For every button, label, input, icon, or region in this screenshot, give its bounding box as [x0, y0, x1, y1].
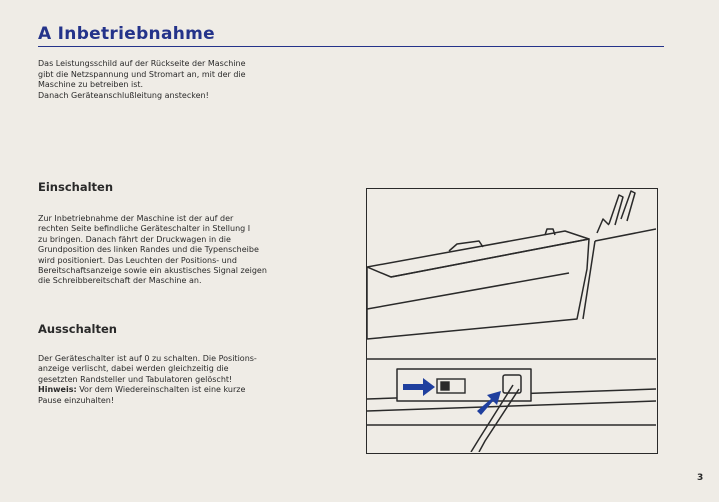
hint-line: [38, 385, 338, 395]
intro-line: gibt die Netzspannung und Stromart an, mit der die: [38, 69, 246, 79]
hint-text: Vor dem Wiedereinschalten ist eine kurze: [76, 385, 246, 395]
einschalten-line: die Schreibbereitschaft der Maschine an.: [38, 276, 202, 286]
ausschalten-line: gesetzten Randsteller und Tabulatoren gelöscht!: [38, 374, 233, 384]
einschalten-line: Zur Inbetriebnahme der Maschine ist der auf der: [38, 214, 234, 223]
machine-drawing: [367, 189, 656, 452]
einschalten-line: zu bringen. Danach fährt der Druckwagen in die: [38, 234, 231, 244]
ausschalten-line: Der Geräteschalter ist auf 0 zu schalten. Die Positions-: [38, 354, 257, 363]
einschalten-line: wird positioniert. Das Leuchten der Positions- und: [38, 255, 237, 265]
intro-line: Das Leistungsschild auf der Rückseite der Maschine: [38, 59, 246, 68]
hint-line: Pause einzuhalten!: [38, 395, 115, 405]
ausschalten-paragraph: [38, 354, 338, 406]
ausschalten-line: anzeige verlischt, dabei werden gleichzeitig die: [38, 364, 229, 374]
einschalten-line: Bereitschaftsanzeige sowie ein akustisches Signal zeigen: [38, 266, 267, 276]
title-underline: [38, 46, 664, 47]
intro-line: Danach Geräteanschlußleitung anstecken!: [38, 90, 209, 100]
einschalten-heading: Einschalten: [38, 180, 114, 194]
einschalten-line: rechten Seite befindliche Geräteschalter in Stellung I: [38, 224, 251, 234]
intro-line: Maschine zu betreiben ist.: [38, 80, 144, 90]
hint-label: Hinweis:: [38, 385, 77, 395]
ausschalten-heading: Ausschalten: [38, 322, 117, 336]
machine-side-illustration: [366, 188, 658, 454]
einschalten-paragraph: [38, 214, 338, 287]
intro-paragraph: [38, 59, 338, 101]
einschalten-line: Grundposition des linken Randes und die Typenscheibe: [38, 245, 259, 255]
page-number: 3: [697, 473, 704, 483]
section-title: A Inbetriebnahme: [38, 24, 215, 44]
